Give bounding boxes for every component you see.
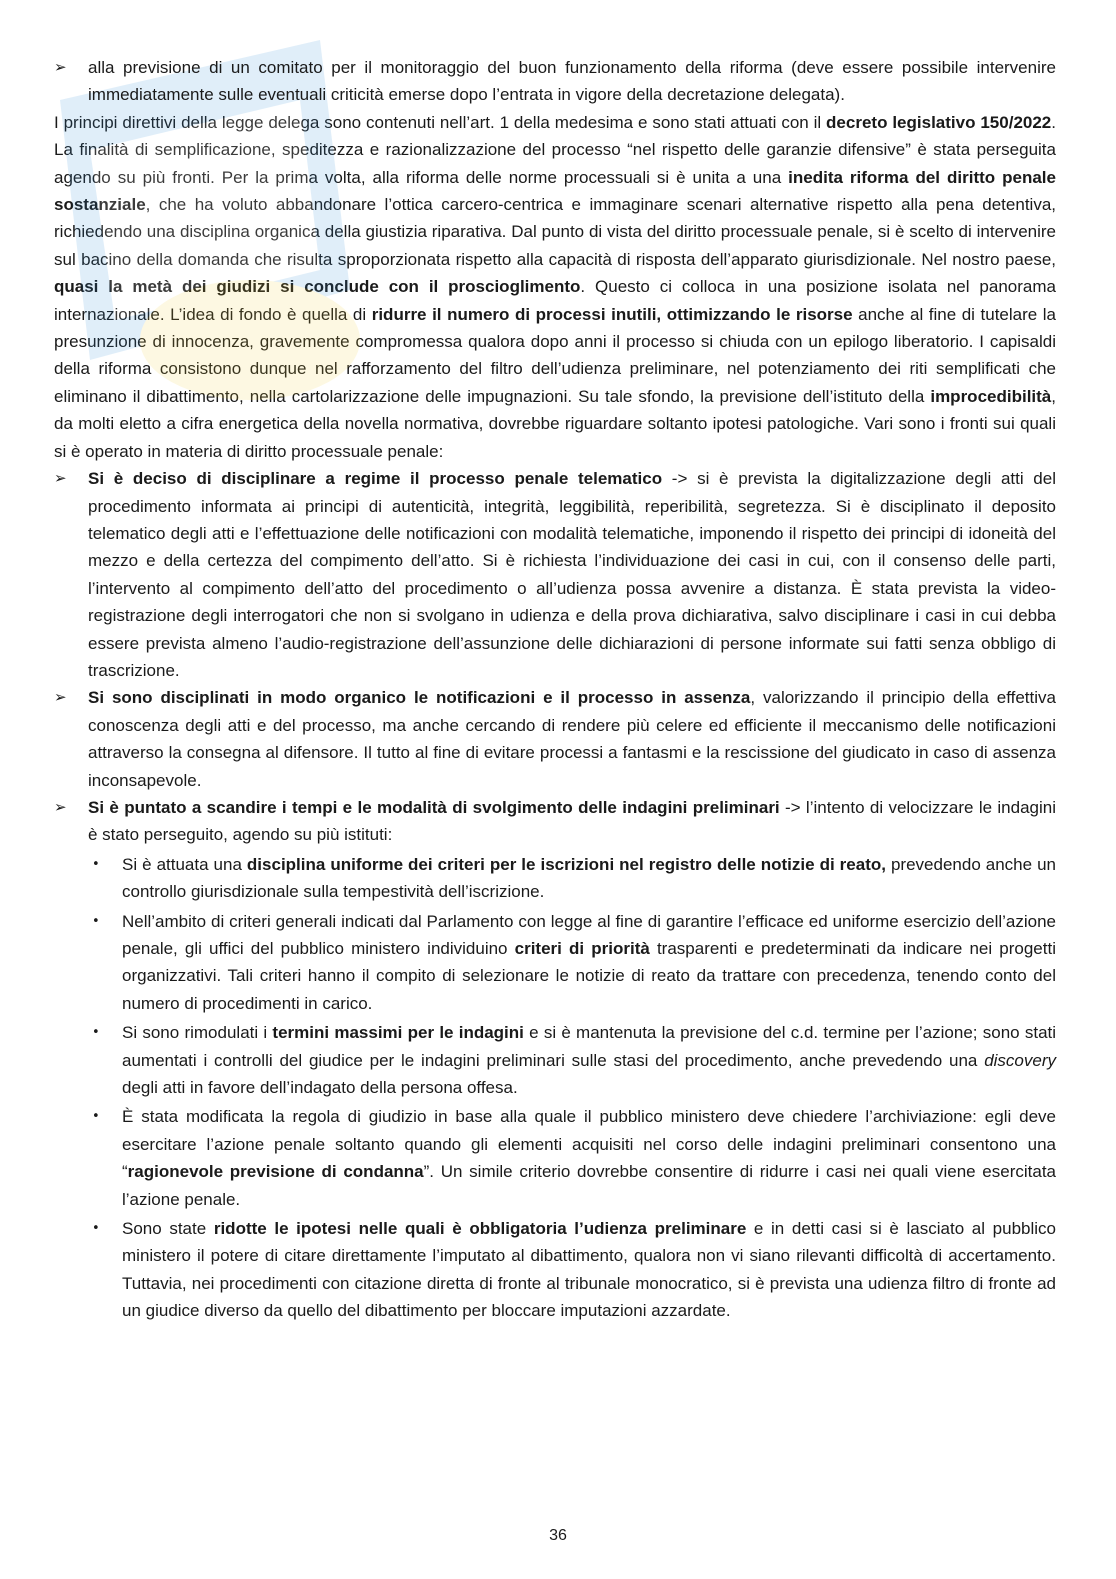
sub-item-archiviazione: • È stata modificata la regola di giudizio in base alla quale il pubblico ministero deve chiedere l’archiviazione: egli deve esercitare l’azione penale soltanto quando gli elementi acquisiti nel corso delle indagini preliminari consentono una “ragionevole previsione di condanna”. Un simile criterio dovrebbe consentire di ridurre i casi nei quali viene esercitata l’azione penale. (88, 1103, 1056, 1213)
bullet-dot-icon: • (92, 1025, 100, 1041)
sub-bullet-list (88, 851, 1056, 1325)
page-number: 36 (549, 1527, 567, 1544)
bullet-dot-icon: • (92, 1109, 100, 1125)
arrow-bullet-icon: ➢ (54, 688, 67, 707)
arrow-bullet-icon: ➢ (54, 58, 67, 76)
intro-paragraph: I principi direttivi della legge delega sono contenuti nell’art. 1 della medesima e sono stati attuati con il decreto legislativo 150/2022. La finalità di semplificazione, speditezza e razionalizzazione del processo “nel rispetto delle garanzie difensive” è stata perseguita agendo su più fronti. Per la prima volta, alla riforma delle norme processuali si è unita a una inedita riforma del diritto penale sostanziale, che ha voluto abbandonare l’ottica carcero-centrica e immaginare scenari alternative rispetto alla pena detentiva, richiedendo una disciplina organica della giustizia riparativa. Dal punto di vista del diritto processuale penale, si è scelto di intervenire sul bacino della domanda che risulta sproporzionata rispetto alla capacità di risposta dell’apparato giurisdizionale. Nel nostro paese, quasi la metà dei giudizi si conclude con il proscioglimento. Questo ci colloca in una posizione isolata nel panorama internazionale. L’idea di fondo è quella di ridurre il numero di processi inutili, ottimizzando le risorse anche al fine di tutelare la presunzione di innocenza, gravemente compromessa qualora dopo anni il processo si chiuda con un epilogo liberatorio. I capisaldi della riforma consistono dunque nel rafforzamento del filtro dell’udienza preliminare, nel potenziamento dei riti semplificati che eliminano il dibattimento, nella cartolarizzazione delle impugnazioni. Su tale sfondo, la previsione dell’istituto della improcedibilità, da molti eletto a cifra energetica della novella normativa, dovrebbe riguardare soltanto ipotesi patologiche. Vari sono i fronti sui quali si è operato in materia di diritto processuale penale: (54, 112, 1057, 461)
list-item-indagini: ➢ Si è puntato a scandire i tempi e le modalità di svolgimento delle indagini preliminari -> l’intento di velocizzare le indagini è stato perseguito, agendo su più istituti: (54, 794, 1056, 849)
list-item-notificazioni: ➢ Si sono disciplinati in modo organico le notificazioni e il processo in assenza, valorizzando il principio della effettiva conoscenza degli atti e del processo, ma anche cercando di rendere più celere ed efficiente il meccanismo delle notificazioni attraverso la consegna al difensore. Il tutto al fine di evitare processi a fantasmi e la rescissione del giudicato in caso di assenza inconsapevole. (54, 684, 1056, 794)
sub-item-iscrizioni: • Si è attuata una disciplina uniforme dei criteri per le iscrizioni nel registro delle notizie di reato, prevedendo anche un controllo giurisdizionale sulla tempestività dell’iscrizione. (88, 851, 1056, 906)
sub-item-termini: • Si sono rimodulati i termini massimi per le indagini e si è mantenuta la previsione del c.d. termine per l’azione; sono stati aumentati i controlli del giudice per le indagini preliminari sulle stasi del procedimento, anche prevedendo una discovery degli atti in favore dell’indagato della persona offesa. (88, 1019, 1056, 1101)
list-item-processo-telematico: ➢ Si è deciso di disciplinare a regime il processo penale telematico -> si è prevista la digitalizzazione degli atti del procedimento informata ai principi di autenticità, integrità, leggibilità, reperibilità, segretezza. Si è disciplinato il deposito telematico degli atti e l’effettuazione delle notificazioni con modalità telematiche, imponendo il rispetto dei principi di idoneità del mezzo e della certezza del compimento dell’atto. Si è richiesta l’individuazione dei casi in cui, con il consenso delle parti, l’intervento al compimento dell’atto del procedimento o all’udienza possa avvenire a distanza. È stata prevista la video-registrazione degli interrogatori che non si svolgano in udienza e della prova dichiarativa, salvo disciplinare i casi in cui debba essere prevista almeno l’audio-registrazione dell’assunzione delle dichiarazioni di persone informate sui fatti senza obbligo di trascrizione. (54, 465, 1056, 684)
bullet-dot-icon: • (92, 1221, 100, 1237)
bullet-dot-icon: • (92, 913, 100, 929)
arrow-bullet-icon: ➢ (54, 469, 67, 488)
arrow-bullet-icon: ➢ (54, 797, 67, 816)
sub-item-priorita: • Nell’ambito di criteri generali indicati dal Parlamento con legge al fine di garantire l’efficace ed uniforme esercizio dell’azione penale, gli uffici del pubblico ministero individuino criteri di priorità trasparenti e predeterminati da indicare nei progetti organizzativi. Tali criteri hanno il compito di selezionare le notizie di reato da trattare con precedenza, tenendo conto del numero di procedimenti in carico. (88, 908, 1056, 1018)
sub-item-udienza-preliminare: • Sono state ridotte le ipotesi nelle quali è obbligatoria l’udienza preliminare e in detti casi si è lasciato al pubblico ministero il potere di citare direttamente l’imputato al dibattimento, qualora non vi siano rilevanti difficoltà di accertamento. Tuttavia, nei procedimenti con citazione diretta di fronte al tribunale monocratico, si è prevista una udienza filtro di fronte ad un giudice diverso da quello del dibattimento per bloccare imputazioni azzardate. (88, 1215, 1056, 1325)
list-item-committee: ➢ alla previsione di un comitato per il monitoraggio del buon funzionamento della riforma (deve essere possibile intervenire immediatamente sulle eventuali criticità emerse dopo l’entrata in vigore della decretazione delegata). (54, 54, 1056, 109)
bullet-dot-icon: • (92, 856, 100, 872)
